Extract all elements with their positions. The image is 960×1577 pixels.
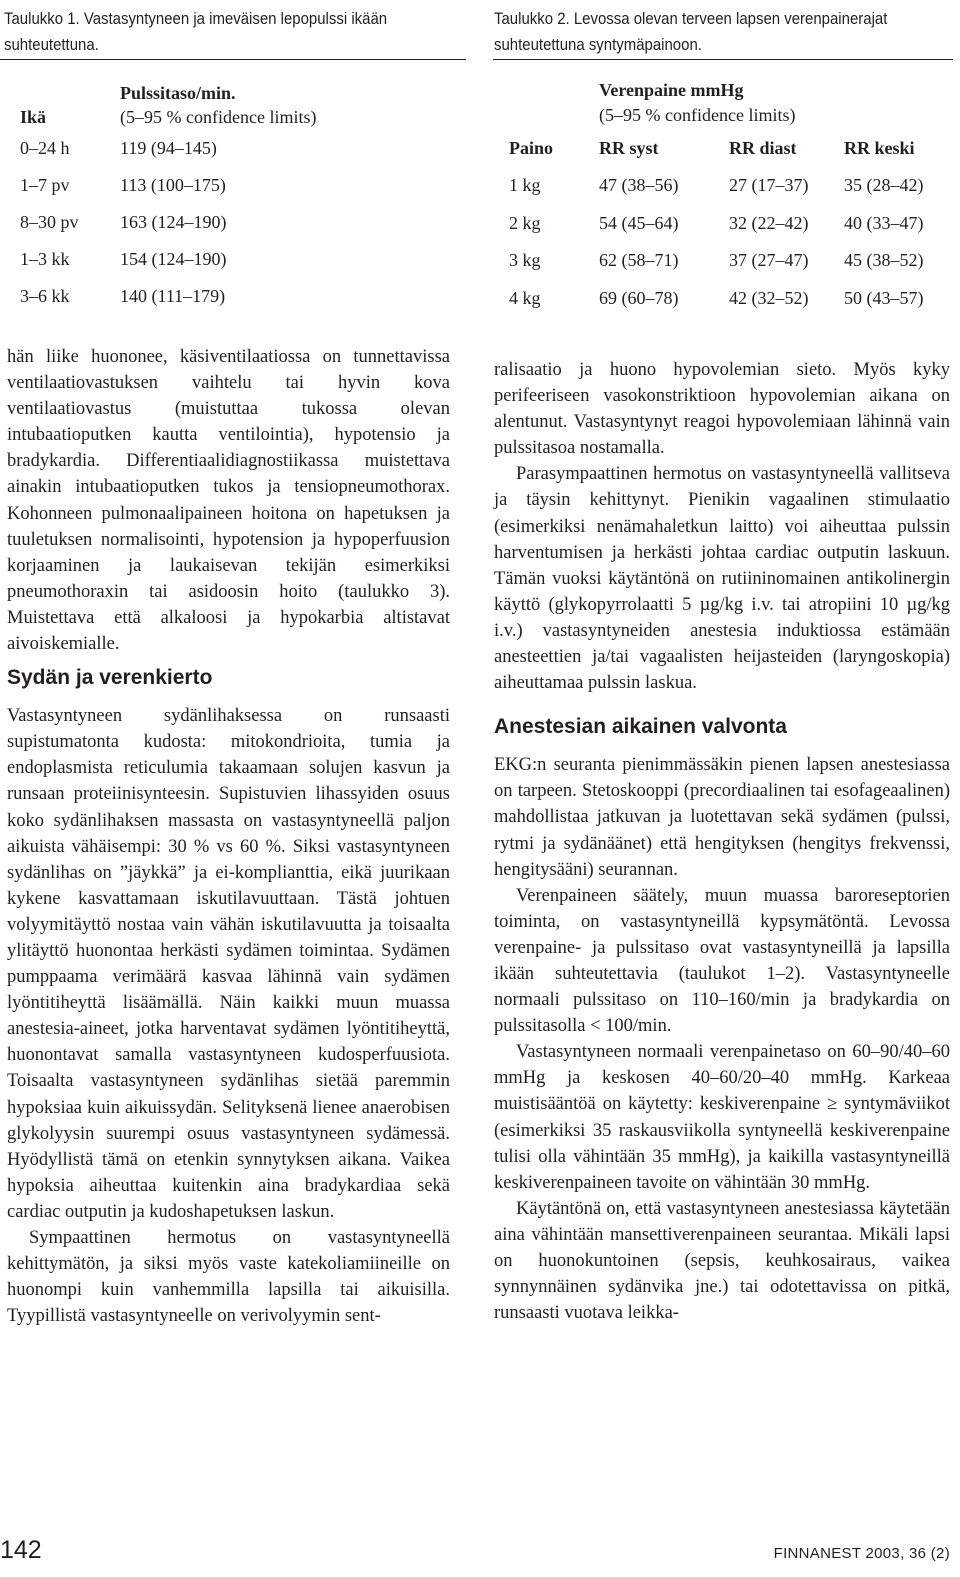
bp-cell: 37 (27–47) — [729, 250, 809, 270]
bp-cell: 2 kg — [509, 212, 541, 233]
page-number: 142 — [0, 1536, 42, 1564]
bp-cell: 27 (17–37) — [729, 175, 809, 195]
bp-cell: 35 (28–42) — [844, 175, 924, 195]
body-paragraph: Verenpaineen säätely, muun muassa baroreseptorien toiminta, on vastasyntyneillä kypsymätöntä. Levossa verenpaine- ja pulssitaso ovat vastasyntyneillä ja lapsilla ikään suhteutettavia (taulukot 1–2). Vastasyntyneelle normaali pulssitaso on 110–160/min ja bradykardia on pulssitasolla < 100/min. — [494, 885, 950, 1037]
pulse-cell-age: 8–30 pv — [20, 212, 79, 232]
bp-cell: 1 kg — [509, 175, 541, 195]
pulse-cell-age: 1–3 kk — [20, 249, 70, 269]
table-row — [20, 167, 316, 204]
section-heading-heart: Sydän ja verenkierto — [7, 666, 213, 690]
body-paragraph: Parasympaattinen hermotus on vastasyntyneellä vallitseva ja täysin kehittynyt. Pienikin vagaalinen stimulaatio (esimerkiksi nenämahaletkun laitto) voi aiheuttaa pulssin harventumisen ja herkästi johtaa cardiac outputin laskuun. Tämän vuoksi käytäntönä on rutiininomainen antikolinergin käyttö (glykopyrrolaatti 5 µg/kg i.v. tai atropiini 10 µg/kg i.v.) vastasyntyneiden anestesia induktiossa estämään anesteettien ja/tai vagaalisten heijasteiden (laryngoskopia) aiheuttamaa pulssin laskua. — [494, 464, 950, 694]
pulse-header-age: Ikä — [20, 107, 47, 127]
pulse-cell-rate: 113 (100–175) — [120, 175, 226, 195]
journal-reference: FINNANEST 2003, 36 (2) — [773, 1545, 950, 1562]
bp-cell: 42 (32–52) — [729, 287, 809, 308]
bp-header-mean: RR keski — [844, 138, 915, 158]
pulse-header-sub: (5–95 % confidence limits) — [120, 107, 317, 127]
table-row — [20, 241, 316, 278]
table2-caption-line2: suhteutettuna syntymäpainoon. — [494, 35, 702, 54]
bp-cell: 50 (43–57) — [844, 287, 924, 308]
body-paragraph: Sympaattinen hermotus on vastasyntyneellä kehittymätön, ja siksi myös vaste katekoliamiineille on huonompi kuin vanhemmilla lapsilla tai aikuisilla. Tyypillistä vastasyntyneelle on verivolyymin sent- — [7, 1228, 450, 1327]
body-paragraph: Vastasyntyneen sydänlihaksessa on runsaasti supistumatonta kudosta: mitokondrioita, tumia ja endoplasmista reticulumia takaamaan solujen kasvun ja runsaan proteiinisynteesin. Supistuvien lihassyiden osuus koko sydänlihaksen massasta on vastasyntyneellä paljon aikuista vähäisempi: 30 % vs 60 %. Siksi vastasyntyneen sydänlihas on ”jäykkä” ja ei-komplianttia, eikä juurikaan kykene kasvattamaan iskutilavuuttaan. Tästä johtuen volyymitäyttö nostaa vain vähän iskutilavuutta ja toisaalta ylitäyttö huonontaa herkästi sydämen toimintaa. Sydämen pumppaama verimäärä kasvaa lähinnä vain sydämen lyöntitiheyttä lisäämällä. Näin kaikki muun muassa anestesia-aineet, jotka harventavat sydämen lyöntitiheyttä, huonontavat samalla vastasyntyneen kudosperfuusiota. Toisaalta vastasyntyneen sydänlihas sietää paremmin hypoksiaa kuin aikuissydän. Selityksenä lienee anaerobisen glykolyysin suurempi osuus vastasyntyneen sydämessä. Hyödyllistä tämä on etenkin synnytyksen aikana. Vaikea hypoksia aiheuttaa kuitenkin aina bradykardiaa sekä cardiac outputin ja kudoshapetuksen laskun. — [7, 706, 450, 1222]
table1-rule — [0, 59, 466, 60]
table1-caption-line2: suhteutettuna. — [4, 35, 99, 54]
table1-caption-line1: Taulukko 1. Vastasyntyneen ja imeväisen lepopulssi ikään — [4, 9, 388, 28]
bp-header-syst: RR syst — [599, 138, 659, 158]
bp-cell: 45 (38–52) — [844, 250, 924, 270]
bp-header-diast: RR diast — [729, 138, 797, 158]
pulse-table — [20, 82, 316, 315]
bp-cell: 3 kg — [509, 250, 541, 270]
pulse-cell-rate: 140 (111–179) — [120, 286, 226, 306]
bp-cell: 62 (58–71) — [599, 250, 679, 270]
bp-cell: 54 (45–64) — [599, 212, 679, 233]
body-paragraph: ralisaatio ja huono hypovolemian sieto. Myös kyky perifeeriseen vasokonstriktioon hypovolemian aikana on alentunut. Vastasyntynyt reagoi hypovolemiaan lähinnä vain pulssitasoa nostamalla. — [494, 360, 950, 459]
left-column — [7, 344, 450, 1329]
body-paragraph: Käytäntönä on, että vastasyntyneen anestesiassa käytetään aina vähintään mansettiverenpaineen seurantaa. Mikäli lapsi on huonokuntoinen (sepsis, keuhkosairaus, vaikea synnynnäinen sydänvika jne.) tai odotettavissa on pitkä, runsaasti vuotava leikka- — [494, 1198, 950, 1324]
bp-cell: 40 (33–47) — [844, 212, 924, 233]
pulse-cell-age: 3–6 kk — [20, 286, 70, 306]
bp-header-weight: Paino — [509, 138, 554, 158]
table-row — [509, 167, 924, 205]
table-row — [20, 130, 316, 167]
bp-cell: 47 (38–56) — [599, 175, 679, 195]
table-row — [509, 280, 924, 318]
pulse-cell-rate: 119 (94–145) — [120, 138, 217, 158]
table-row — [509, 205, 924, 243]
pulse-cell-age: 1–7 pv — [20, 175, 70, 195]
pulse-cell-rate: 154 (124–190) — [120, 249, 227, 269]
table2-rule — [493, 59, 953, 60]
body-paragraph: hän liike huononee, käsiventilaatiossa on tunnettavissa ventilaatiovastuksen vaihtelu tai hyvin kova ventilaatiovastus (muistuttaa tukossa olevan intubaatioputken kautta ventilointia), hypotensio ja bradykardia. Differentiaalidiagnostiikassa muistettava ainakin intubaatioputken tukos ja tensiopneumothorax. Kohonneen pulmonaalipaineen hoitona on hapetuksen ja tuuletuksen normalisointi, hypotension ja hypoperfuusion korjaaminen ja laukaisevan tekijän esimerkiksi pneumothoraxin tai asidoosin hoito (taulukko 3). Muistettava että alkaloosi ja hypokarbia altistavat aivoiskemialle. — [7, 347, 450, 655]
pulse-cell-rate: 163 (124–190) — [120, 212, 227, 232]
table-row — [20, 278, 316, 315]
table2-caption — [494, 6, 887, 58]
bp-cell: 69 (60–78) — [599, 287, 679, 308]
body-paragraph: Vastasyntyneen normaali verenpainetaso on 60–90/40–60 mmHg ja keskosen 40–60/20–40 mmHg. Karkeaa muistisääntöä on käytetty: keskiverenpaine ≥ syntymäviikot (esimerkiksi 35 raskausviikolla syntyneellä keskiverenpaine tulisi olla vähintään 35 mmHg), ja kaikilla vastasyntyneillä keskiverenpaineen tavoite on vähintään 30 mmHg. — [494, 1042, 950, 1193]
table-row — [509, 242, 924, 280]
pulse-cell-age: 0–24 h — [20, 138, 70, 158]
pulse-header-title: Pulssitaso/min. — [120, 83, 236, 103]
table-row — [20, 204, 316, 241]
blood-pressure-table — [509, 78, 924, 317]
bp-cell: 32 (22–42) — [729, 212, 809, 233]
table1-caption — [4, 6, 387, 58]
bp-header-sub: (5–95 % confidence limits) — [599, 105, 796, 125]
bp-header-title: Verenpaine mmHg — [599, 80, 744, 100]
bp-cell: 4 kg — [509, 287, 541, 308]
body-paragraph: EKG:n seuranta pienimmässäkin pienen lapsen anestesiassa on tarpeen. Stetoskooppi (precordiaalinen tai esofageaalinen) mahdollistaa jatkuvan ja luotettavan sekä sydämen (pulssi, rytmi ja sydänäänet) että hengityksen (hengitys frekvenssi, hengitysääni) seurannan. — [494, 755, 950, 880]
table2-caption-line1: Taulukko 2. Levossa olevan terveen lapsen verenpainerajat — [494, 9, 888, 28]
section-heading-monitoring: Anestesian aikainen valvonta — [494, 715, 787, 739]
right-column — [494, 357, 950, 1326]
